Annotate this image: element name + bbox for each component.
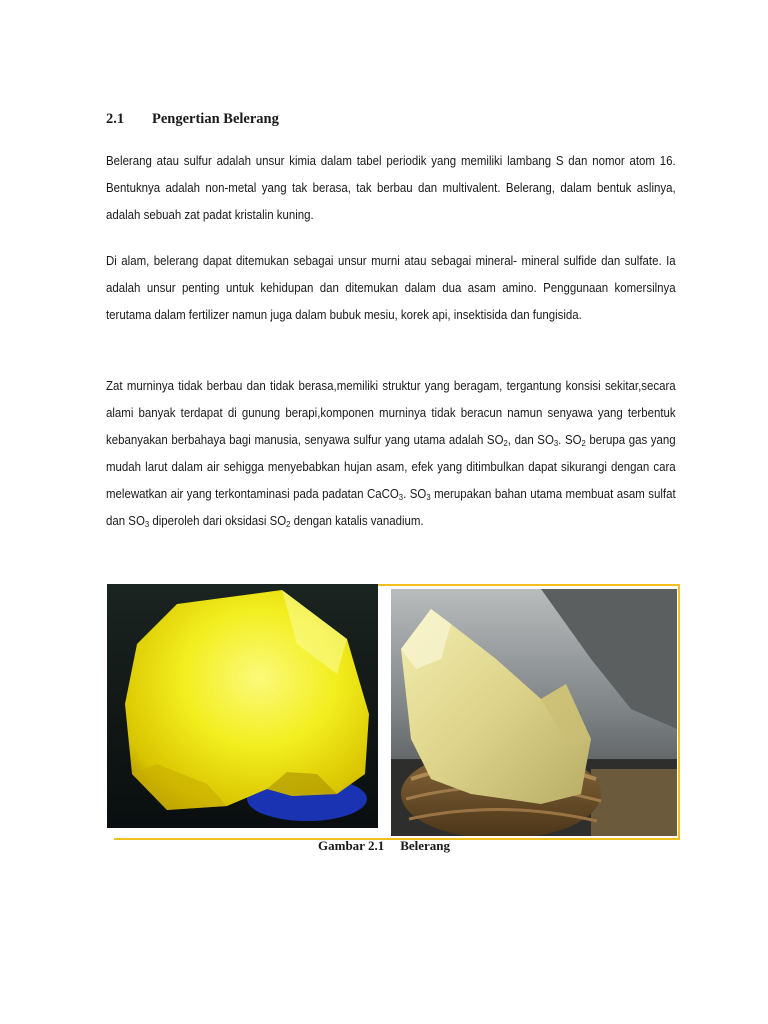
section-title: Pengertian Belerang bbox=[152, 111, 279, 127]
sulfur-crystal-photo bbox=[107, 584, 378, 828]
section-number: 2.1 bbox=[106, 111, 125, 127]
paragraph-3: Zat murninya tidak berbau dan tidak berasa,memiliki struktur yang beragam, tergantung konsisi sekitar,secara alami banyak terdapat di gunung berapi,komponen murninya tidak beracun namun senyawa yang terbentuk kebanyakan berbahaya bagi manusia, senyawa sulfur yang utama adalah $SO_2$, dan $SO_3$. $SO_2$ berupa gas yang mudah larut dalam air sehigga menyebabkan hujan asam, efek yang ditimbulkan dapat sikurangi dengan cara melewatkan air yang terkontaminasi pada padatan CaCO$_3$. $SO_3$ merupakan bahan utama membuat asam sulfat dan $SO_3$ diperoleh dari oksidasi $SO_2$ dengan katalis vanadium. bbox=[106, 379, 676, 529]
figure-label: Gambar 2.1 bbox=[318, 838, 385, 853]
paragraph-1: Belerang atau sulfur adalah unsur kimia dalam tabel periodik yang memiliki lambang S dan nomor atom 16. Bentuknya adalah non-metal yang tak berasa, tak berbau dan multivalent. Belerang, dalam bentuk aslinya, adalah sebuah zat padat kristalin kuning. bbox=[106, 154, 676, 222]
sulfur-basket-photo bbox=[391, 589, 677, 836]
figure-caption bbox=[318, 838, 450, 854]
figure-title: Belerang bbox=[400, 838, 451, 853]
section-heading bbox=[106, 109, 279, 129]
paragraph-2: Di alam, belerang dapat ditemukan sebagai unsur murni atau sebagai mineral- mineral sulfide dan sulfate. Ia adalah unsur penting untuk kehidupan dan ditemukan dalam dua asam amino. Penggunaan komersilnya terutama dalam fertilizer namun juga dalam bubuk mesiu, korek api, insektisida dan fungisida. bbox=[106, 254, 676, 322]
